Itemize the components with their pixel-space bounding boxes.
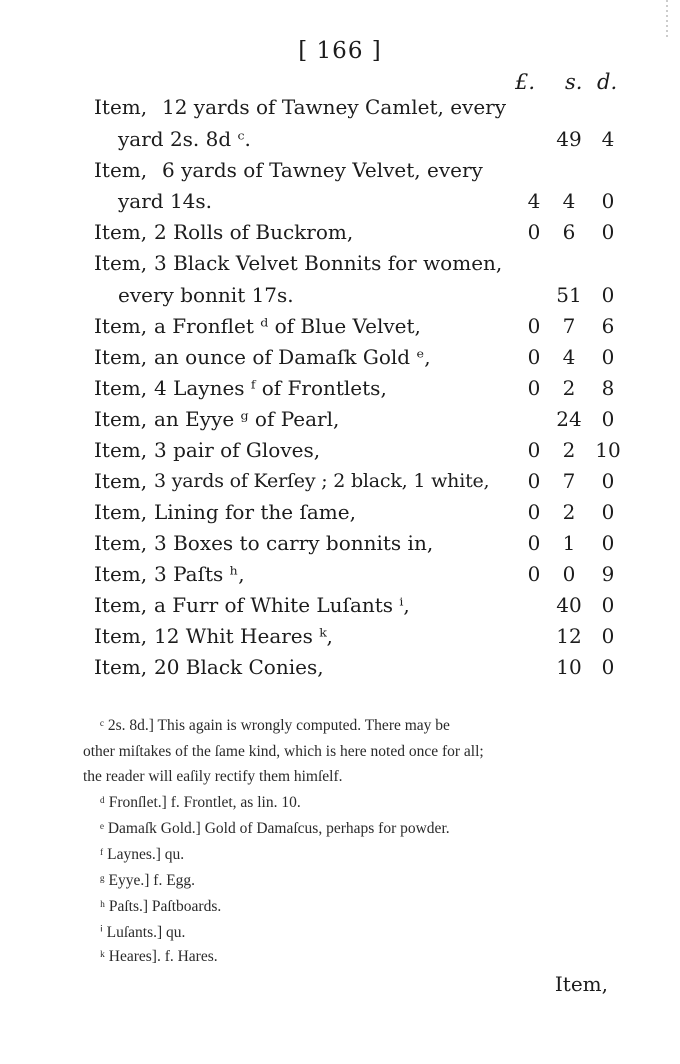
entry-text: Lining for the ſame, <box>154 500 356 524</box>
entry-pence: 10 <box>595 438 621 462</box>
entry-label: Item, <box>94 469 148 493</box>
footnote-line: ʰ Paſts.] Paſtboards. <box>100 898 222 915</box>
ledger-line <box>0 528 680 559</box>
page-number: [ 166 ] <box>298 38 382 64</box>
ledger-line <box>0 155 680 186</box>
entry-shillings: 2 <box>562 438 576 462</box>
entry-pence: 0 <box>601 469 615 493</box>
entry-text: 12 yards of Tawney Camlet, every <box>162 95 507 119</box>
entry-pence: 9 <box>601 562 615 586</box>
entry-text: 3 Paſts ʰ, <box>154 562 245 586</box>
entry-pence: 0 <box>601 283 615 307</box>
entry-label: Item, <box>94 438 148 462</box>
entry-label: Item, <box>94 655 148 679</box>
entry-pounds: 0 <box>527 376 541 400</box>
entry-label: Item, <box>94 531 148 555</box>
entry-shillings: 12 <box>556 624 582 648</box>
entry-pounds: 0 <box>527 531 541 555</box>
entry-pence: 0 <box>601 531 615 555</box>
entry-shillings: 4 <box>562 189 576 213</box>
entry-pounds: 0 <box>527 220 541 244</box>
entry-pence: 6 <box>601 314 615 338</box>
column-head-pence: d. <box>597 70 618 94</box>
entry-text: 6 yards of Tawney Velvet, every <box>162 158 483 182</box>
entry-pounds: 0 <box>527 345 541 369</box>
entry-text: 12 Whit Heares ᵏ, <box>154 624 333 648</box>
footnote-line: ᶠ Laynes.] qu. <box>100 846 185 863</box>
entry-pounds: 0 <box>527 562 541 586</box>
entry-label: Item, <box>94 376 148 400</box>
ledger-line <box>0 559 680 590</box>
entry-pence: 0 <box>601 500 615 524</box>
ledger-line <box>0 92 680 123</box>
entry-pence: 0 <box>601 220 615 244</box>
ledger-line <box>0 621 680 652</box>
entry-label: Item, <box>94 593 148 617</box>
entry-text: an Eyye ᵍ of Pearl, <box>154 407 340 431</box>
column-head-pounds: £. <box>515 70 536 94</box>
entry-text: 20 Black Conies, <box>154 655 324 679</box>
entry-label: Item, <box>94 407 148 431</box>
entry-text: a Furr of White Luſants ⁱ, <box>154 593 410 617</box>
footnote-line: ᵈ Fronſlet.] f. Frontlet, as lin. 10. <box>100 794 301 811</box>
footnote-line: ᵉ Damaſk Gold.] Gold of Damaſcus, perhaps for powder. <box>100 820 450 837</box>
entry-label: Item, <box>94 562 148 586</box>
entry-text: 2 Rolls of Buckrom, <box>154 220 354 244</box>
entry-shillings: 1 <box>562 531 576 555</box>
entry-shillings: 51 <box>556 283 582 307</box>
entry-pounds: 0 <box>527 438 541 462</box>
ledger-line <box>0 652 680 683</box>
ledger-line <box>0 590 680 621</box>
entry-shillings: 7 <box>562 469 576 493</box>
column-head-shillings: s. <box>565 70 583 94</box>
entry-shillings: 10 <box>556 655 582 679</box>
ledger-line <box>0 280 680 311</box>
ledger-line <box>0 186 680 217</box>
entry-shillings: 0 <box>562 562 576 586</box>
footnote-line: other miſtakes of the ſame kind, which is here noted once for all; <box>83 743 484 760</box>
entry-pence: 4 <box>601 127 615 151</box>
entry-pence: 0 <box>601 407 615 431</box>
entry-pence: 0 <box>601 345 615 369</box>
footnote-line: ᶜ 2s. 8d.] This again is wrongly computed. There may be <box>100 717 450 734</box>
entry-label: Item, <box>94 158 148 182</box>
entry-pounds: 4 <box>527 189 541 213</box>
footnote-line: ᵍ Eyye.] f. Egg. <box>100 872 196 889</box>
entry-label: Item, <box>94 220 148 244</box>
entry-shillings: 7 <box>562 314 576 338</box>
entry-shillings: 2 <box>562 500 576 524</box>
footnote-line: ⁱ Luſants.] qu. <box>100 924 186 941</box>
entry-label: Item, <box>94 314 148 338</box>
footnote-line: ᵏ Heares]. f. Hares. <box>100 948 218 965</box>
entry-label: Item, <box>94 95 148 119</box>
entry-pence: 0 <box>601 655 615 679</box>
ledger-line <box>0 466 680 497</box>
ledger-line <box>0 217 680 248</box>
entry-label: Item, <box>94 500 148 524</box>
entry-text: 3 Boxes to carry bonnits in, <box>154 531 434 555</box>
ledger-line <box>0 497 680 528</box>
entry-pounds: 0 <box>527 469 541 493</box>
entry-text: yard 14s. <box>118 189 213 213</box>
entry-shillings: 4 <box>562 345 576 369</box>
entry-text: 3 pair of Gloves, <box>154 438 321 462</box>
entry-label: Item, <box>94 251 148 275</box>
ledger-line <box>0 404 680 435</box>
entry-text: an ounce of Damaſk Gold ᵉ, <box>154 345 431 369</box>
ledger-line <box>0 435 680 466</box>
entry-shillings: 6 <box>562 220 576 244</box>
entry-label: Item, <box>94 345 148 369</box>
entry-text: a Fronflet ᵈ of Blue Velvet, <box>154 314 421 338</box>
entry-pence: 0 <box>601 593 615 617</box>
ledger-line <box>0 373 680 404</box>
entry-text: every bonnit 17s. <box>118 283 294 307</box>
entry-shillings: 2 <box>562 376 576 400</box>
entry-shillings: 49 <box>556 127 582 151</box>
footnote-line: the reader will eaſily rectify them himſelf. <box>83 768 343 785</box>
entry-pounds: 0 <box>527 500 541 524</box>
entry-text: 4 Laynes ᶠ of Frontlets, <box>154 376 387 400</box>
entry-text: 3 Black Velvet Bonnits for women, <box>154 251 503 275</box>
entry-shillings: 40 <box>556 593 582 617</box>
ledger-line <box>0 342 680 373</box>
entry-text: yard 2s. 8d ᶜ. <box>118 127 251 151</box>
entry-text: 3 yards of Kerſey ; 2 black, 1 white, <box>154 470 490 492</box>
ledger-line <box>0 124 680 155</box>
entry-label: Item, <box>94 624 148 648</box>
catchword: Item, <box>554 972 608 996</box>
page-edge-mark <box>664 0 672 80</box>
ledger-line <box>0 248 680 279</box>
entry-pence: 0 <box>601 189 615 213</box>
entry-shillings: 24 <box>556 407 582 431</box>
entry-pence: 8 <box>601 376 615 400</box>
ledger-line <box>0 311 680 342</box>
entry-pounds: 0 <box>527 314 541 338</box>
entry-pence: 0 <box>601 624 615 648</box>
